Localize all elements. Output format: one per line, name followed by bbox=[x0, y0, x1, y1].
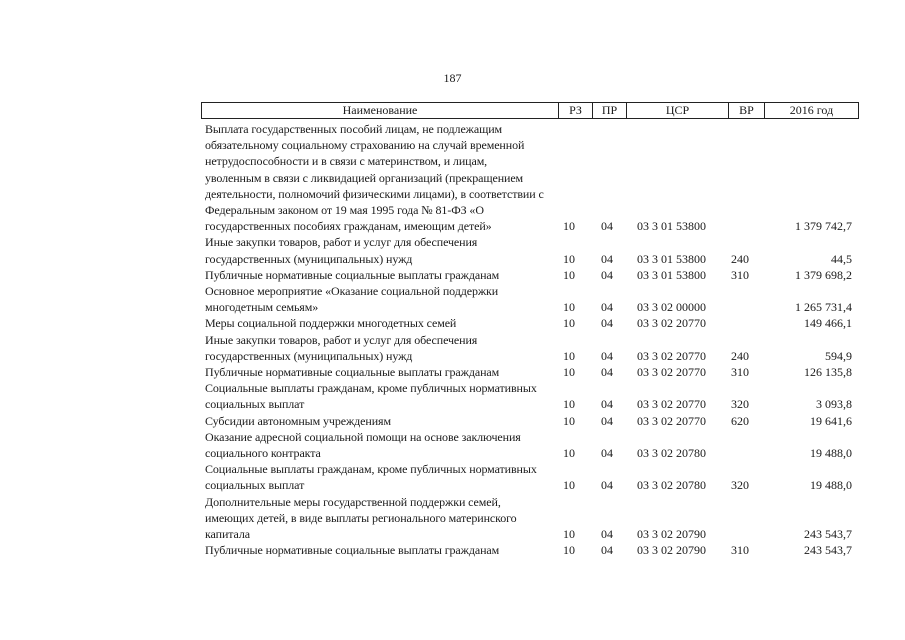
row-amount: 19 488,0 bbox=[810, 446, 852, 461]
row-rz: 10 bbox=[563, 348, 575, 363]
table-row bbox=[0, 315, 905, 331]
table-row bbox=[0, 283, 905, 315]
row-amount: 19 488,0 bbox=[810, 478, 852, 493]
row-rz: 10 bbox=[563, 527, 575, 542]
row-vr: 320 bbox=[731, 478, 749, 493]
header-vr: ВР bbox=[728, 103, 764, 118]
table-row bbox=[0, 494, 905, 543]
header-rz: РЗ bbox=[558, 103, 592, 118]
table-row bbox=[0, 332, 905, 364]
row-csr: 03 3 01 53800 bbox=[637, 219, 706, 234]
row-vr: 310 bbox=[731, 365, 749, 380]
row-pr: 04 bbox=[601, 300, 613, 315]
row-name: Иные закупки товаров, работ и услуг для обеспечения государственных (муниципальных) нужд bbox=[205, 235, 478, 266]
row-pr: 04 bbox=[601, 527, 613, 542]
row-name: Публичные нормативные социальные выплаты гражданам bbox=[205, 267, 500, 282]
row-rz: 10 bbox=[563, 543, 575, 558]
table-row bbox=[0, 234, 905, 266]
row-name: Иные закупки товаров, работ и услуг для обеспечения государственных (муниципальных) нужд bbox=[205, 332, 478, 363]
row-name: Субсидии автономным учреждениям bbox=[205, 413, 391, 428]
row-csr: 03 3 01 53800 bbox=[637, 251, 706, 266]
row-amount: 3 093,8 bbox=[816, 397, 852, 412]
row-name: Дополнительные меры государственной поддержки семей, имеющих детей, в виде выплаты регионального материнского капитала bbox=[205, 494, 517, 542]
table-row bbox=[0, 380, 905, 412]
row-vr: 320 bbox=[731, 397, 749, 412]
row-pr: 04 bbox=[601, 397, 613, 412]
row-pr: 04 bbox=[601, 251, 613, 266]
table-row bbox=[0, 121, 905, 234]
row-pr: 04 bbox=[601, 478, 613, 493]
row-csr: 03 3 01 53800 bbox=[637, 267, 706, 282]
row-amount: 44,5 bbox=[831, 251, 852, 266]
row-rz: 10 bbox=[563, 446, 575, 461]
row-rz: 10 bbox=[563, 413, 575, 428]
row-pr: 04 bbox=[601, 365, 613, 380]
row-name: Публичные нормативные социальные выплаты гражданам bbox=[205, 365, 500, 380]
row-csr: 03 3 02 20770 bbox=[637, 316, 706, 331]
table-row bbox=[0, 267, 905, 283]
row-amount: 19 641,6 bbox=[810, 413, 852, 428]
row-csr: 03 3 02 20790 bbox=[637, 543, 706, 558]
row-amount: 243 543,7 bbox=[804, 527, 852, 542]
table-row bbox=[0, 429, 905, 461]
row-name: Социальные выплаты гражданам, кроме публичных нормативных социальных выплат bbox=[205, 462, 537, 493]
row-amount: 243 543,7 bbox=[804, 543, 852, 558]
row-vr: 240 bbox=[731, 348, 749, 363]
row-csr: 03 3 02 20770 bbox=[637, 397, 706, 412]
page-number: 187 bbox=[443, 71, 462, 85]
row-rz: 10 bbox=[563, 365, 575, 380]
row-rz: 10 bbox=[563, 478, 575, 493]
row-pr: 04 bbox=[601, 413, 613, 428]
row-name: Публичные нормативные социальные выплаты гражданам bbox=[205, 543, 500, 558]
row-pr: 04 bbox=[601, 267, 613, 282]
row-rz: 10 bbox=[563, 300, 575, 315]
row-name: Оказание адресной социальной помощи на основе заключения социального контракта bbox=[205, 429, 521, 461]
row-csr: 03 3 02 00000 bbox=[637, 300, 706, 315]
row-csr: 03 3 02 20770 bbox=[637, 413, 706, 428]
table-header bbox=[201, 102, 859, 119]
row-csr: 03 3 02 20790 bbox=[637, 527, 706, 542]
row-rz: 10 bbox=[563, 219, 575, 234]
row-pr: 04 bbox=[601, 219, 613, 234]
row-vr: 240 bbox=[731, 251, 749, 266]
row-amount: 149 466,1 bbox=[804, 316, 852, 331]
row-name: Выплата государственных пособий лицам, не подлежащим обязательному социальному страхованию на случай временной нетрудоспособности и в связи с материнством, и лицам, уволенным в связи с ликвидацией организаций (прекращением деятельности, полномочий физическими лицами), в соответствии с Федеральным законом от 19 мая 1995 года № 81-ФЗ «О государственных пособиях гражданам, имеющим детей» bbox=[205, 122, 544, 234]
row-amount: 1 379 698,2 bbox=[795, 267, 852, 282]
table-body bbox=[0, 121, 905, 558]
header-pr: ПР bbox=[592, 103, 626, 118]
row-pr: 04 bbox=[601, 348, 613, 363]
table-row bbox=[0, 413, 905, 429]
row-csr: 03 3 02 20780 bbox=[637, 478, 706, 493]
table-row bbox=[0, 461, 905, 493]
row-pr: 04 bbox=[601, 543, 613, 558]
row-pr: 04 bbox=[601, 446, 613, 461]
row-vr: 620 bbox=[731, 413, 749, 428]
row-rz: 10 bbox=[563, 316, 575, 331]
row-rz: 10 bbox=[563, 267, 575, 282]
header-year: 2016 год bbox=[764, 103, 858, 118]
header-name: Наименование bbox=[342, 103, 418, 117]
table-row bbox=[0, 364, 905, 380]
row-csr: 03 3 02 20780 bbox=[637, 446, 706, 461]
row-rz: 10 bbox=[563, 397, 575, 412]
row-vr: 310 bbox=[731, 267, 749, 282]
row-amount: 1 379 742,7 bbox=[795, 219, 852, 234]
row-csr: 03 3 02 20770 bbox=[637, 365, 706, 380]
row-name: Основное мероприятие «Оказание социальной поддержки многодетным семьям» bbox=[205, 284, 499, 315]
row-pr: 04 bbox=[601, 316, 613, 331]
row-amount: 1 265 731,4 bbox=[795, 300, 852, 315]
header-csr: ЦСР bbox=[626, 103, 728, 118]
row-csr: 03 3 02 20770 bbox=[637, 348, 706, 363]
row-amount: 126 135,8 bbox=[804, 365, 852, 380]
row-name: Социальные выплаты гражданам, кроме публичных нормативных социальных выплат bbox=[205, 381, 537, 412]
row-amount: 594,9 bbox=[825, 348, 852, 363]
row-rz: 10 bbox=[563, 251, 575, 266]
row-name: Меры социальной поддержки многодетных семей bbox=[205, 316, 457, 331]
table-row bbox=[0, 542, 905, 558]
row-vr: 310 bbox=[731, 543, 749, 558]
